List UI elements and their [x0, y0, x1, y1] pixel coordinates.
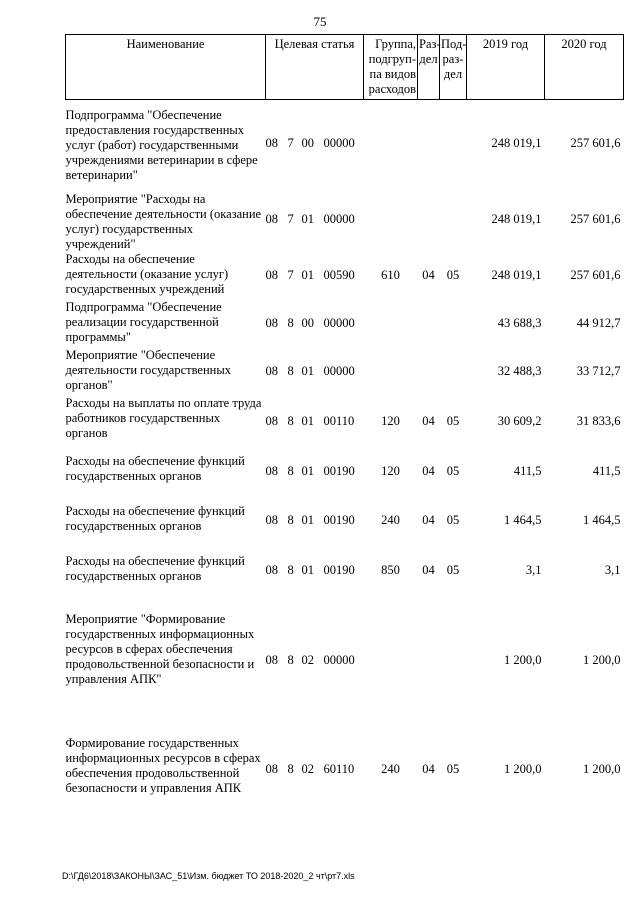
row-section: [418, 596, 440, 726]
target-code-part: 8: [287, 563, 294, 577]
row-2019: 3,1: [525, 563, 542, 577]
row-subsection: [440, 300, 467, 348]
target-code-part: 8: [287, 653, 294, 667]
table-row: [66, 496, 624, 546]
row-2020: 3,1: [604, 563, 621, 577]
table-row: [66, 300, 624, 348]
target-code-part: 08: [265, 762, 278, 776]
target-code-part: 08: [265, 563, 278, 577]
row-2020: 1 200,0: [583, 762, 621, 776]
row-2020: 257 601,6: [570, 136, 621, 151]
row-target-code: [266, 546, 364, 596]
row-target-code: [266, 300, 364, 348]
row-subsection: 05: [446, 513, 460, 527]
target-code-part: 08: [265, 316, 278, 330]
header-name: Наименование: [66, 35, 266, 100]
table-row: [66, 596, 624, 726]
target-code-part: 00: [301, 316, 314, 330]
target-code-part: 01: [301, 513, 314, 527]
target-code-part: 02: [301, 653, 314, 667]
row-section: 04: [422, 414, 435, 428]
row-target-code: [266, 252, 364, 300]
target-code-part: 00590: [323, 268, 355, 282]
row-section: 04: [422, 762, 435, 776]
row-group: 610: [381, 268, 400, 282]
target-code-part: 8: [287, 316, 294, 330]
header-group-line: подгруп-: [368, 52, 416, 66]
row-name: Расходы на обеспечение функций государственных органов: [65, 453, 245, 483]
row-2019: 411,5: [513, 464, 542, 478]
table-row: [66, 726, 624, 814]
row-2020: 44 912,7: [576, 316, 621, 330]
target-code-part: 08: [265, 364, 278, 378]
table-row: [66, 448, 624, 496]
page-number: 75: [313, 14, 327, 29]
header-group-line: па видов: [369, 67, 416, 81]
target-code-part: 00190: [323, 563, 355, 577]
row-target-code: [266, 396, 364, 448]
row-group: [364, 348, 418, 396]
row-name: Формирование государственных информационных ресурсов в сферах обеспечения продовольственной безопасности и управления АПК: [65, 735, 261, 795]
row-name: Подпрограмма "Обеспечение реализации государственной программы": [65, 299, 222, 344]
row-group: [364, 188, 418, 252]
target-code-part: 08: [265, 653, 278, 667]
header-section-line: дел: [419, 52, 438, 66]
target-code-part: 7: [287, 136, 294, 151]
table-row: [66, 100, 624, 188]
target-code-part: 00190: [323, 464, 355, 478]
target-code-part: 01: [301, 414, 314, 428]
target-code-part: 01: [301, 212, 314, 226]
target-code-part: 8: [287, 513, 294, 527]
row-name: Расходы на обеспечение функций государственных органов: [65, 553, 245, 583]
header-subsection-line: Под-: [441, 37, 467, 51]
table-row: [66, 546, 624, 596]
table-row: [66, 396, 624, 448]
row-subsection: 05: [446, 464, 460, 478]
row-subsection: [440, 100, 467, 188]
target-code-part: 08: [265, 513, 278, 527]
row-group: 240: [381, 762, 400, 776]
target-code-part: 08: [265, 268, 278, 282]
target-code-part: 00000: [323, 136, 355, 151]
row-name: Расходы на обеспечение деятельности (оказание услуг) государственных учреждений: [65, 251, 229, 296]
row-2019: 32 488,3: [497, 364, 542, 378]
table-row: [66, 252, 624, 300]
header-subsection-line: раз-: [442, 52, 464, 66]
row-2020: 257 601,6: [570, 268, 621, 282]
row-2020: 33 712,7: [576, 364, 621, 378]
row-2020: 411,5: [592, 464, 621, 478]
target-code-part: 7: [287, 268, 294, 282]
target-code-part: 60110: [323, 762, 355, 776]
row-group: [364, 100, 418, 188]
header-group-line: Группа,: [375, 37, 416, 51]
row-name: Мероприятие "Формирование государственных информационных ресурсов в сферах обеспечения продовольственной безопасности и управления АПК": [65, 611, 255, 686]
row-target-code: [266, 100, 364, 188]
target-code-part: 08: [265, 212, 278, 226]
row-group: 120: [381, 464, 400, 478]
target-code-part: 00190: [323, 513, 355, 527]
row-section: [418, 188, 440, 252]
row-section: 04: [422, 268, 435, 282]
target-code-part: 08: [265, 464, 278, 478]
target-code-part: 8: [287, 762, 294, 776]
row-subsection: 05: [446, 414, 460, 428]
row-name: Расходы на выплаты по оплате труда работников государственных органов: [65, 395, 262, 440]
header-2020: 2020 год: [545, 35, 624, 100]
row-group: 240: [381, 513, 400, 527]
row-2019: 1 200,0: [504, 762, 542, 776]
row-target-code: [266, 596, 364, 726]
row-target-code: [266, 448, 364, 496]
row-2019: 43 688,3: [497, 316, 542, 330]
row-subsection: 05: [446, 762, 460, 776]
target-code-part: 08: [265, 414, 278, 428]
row-2020: 1 200,0: [583, 653, 621, 667]
header-2019: 2019 год: [467, 35, 545, 100]
header-group-line: расходов: [368, 82, 416, 96]
row-name: Расходы на обеспечение функций государственных органов: [65, 503, 245, 533]
row-section: 04: [422, 464, 435, 478]
row-2019: 248 019,1: [491, 268, 542, 282]
target-code-part: 02: [301, 762, 314, 776]
row-2020: 257 601,6: [570, 212, 621, 226]
row-section: 04: [422, 513, 435, 527]
row-subsection: 05: [446, 268, 460, 282]
target-code-part: 00000: [323, 653, 355, 667]
header-subsection-line: дел: [443, 67, 463, 81]
target-code-part: 8: [287, 414, 294, 428]
row-subsection: [440, 348, 467, 396]
row-target-code: [266, 496, 364, 546]
target-code-part: 01: [301, 364, 314, 378]
row-subsection: 05: [446, 563, 460, 577]
header-target: Целевая статья: [266, 35, 364, 100]
row-section: [418, 300, 440, 348]
row-target-code: [266, 348, 364, 396]
row-2019: 1 200,0: [504, 653, 542, 667]
row-section: 04: [422, 563, 435, 577]
row-2019: 1 464,5: [504, 513, 542, 527]
target-code-part: 8: [287, 364, 294, 378]
budget-table: [65, 34, 624, 814]
header-subsection: [440, 35, 467, 100]
row-2020: 1 464,5: [583, 513, 621, 527]
target-code-part: 08: [265, 136, 278, 151]
row-group: [364, 596, 418, 726]
row-name: Подпрограмма "Обеспечение предоставления государственных услуг (работ) государственными учреждениями ветеринарии в сфере ветеринарии": [65, 108, 258, 182]
target-code-part: 01: [301, 464, 314, 478]
row-2019: 248 019,1: [491, 136, 542, 151]
target-code-part: 01: [301, 268, 314, 282]
row-2020: 31 833,6: [576, 414, 621, 428]
row-group: [364, 300, 418, 348]
target-code-part: 8: [287, 464, 294, 478]
row-subsection: [440, 596, 467, 726]
row-group: 120: [381, 414, 400, 428]
row-2019: 30 609,2: [497, 414, 542, 428]
target-code-part: 00000: [323, 212, 355, 226]
header-section: [418, 35, 440, 100]
row-subsection: [440, 188, 467, 252]
row-group: 850: [381, 563, 400, 577]
header-group: [364, 35, 418, 100]
target-code-part: 01: [301, 563, 314, 577]
row-name: Мероприятие "Расходы на обеспечение деятельности (оказание услуг) государственных учреждений": [65, 191, 262, 251]
table-row: [66, 348, 624, 396]
file-path-footer: D:\ГД6\2018\ЗАКОНЫ\ЗАС_51\Изм. бюджет ТО 2018-2020_2 чт\рт7.xls: [62, 871, 355, 881]
header-section-line: Раз-: [419, 37, 441, 51]
row-target-code: [266, 188, 364, 252]
target-code-part: 00000: [323, 364, 355, 378]
row-section: [418, 100, 440, 188]
target-code-part: 7: [287, 212, 294, 226]
row-name: Мероприятие "Обеспечение деятельности государственных органов": [65, 347, 231, 392]
table-header-row: [66, 35, 624, 100]
table-row: [66, 188, 624, 252]
target-code-part: 00110: [323, 414, 355, 428]
row-target-code: [266, 726, 364, 814]
row-section: [418, 348, 440, 396]
row-2019: 248 019,1: [491, 212, 542, 226]
target-code-part: 00: [301, 136, 314, 151]
target-code-part: 00000: [323, 316, 355, 330]
